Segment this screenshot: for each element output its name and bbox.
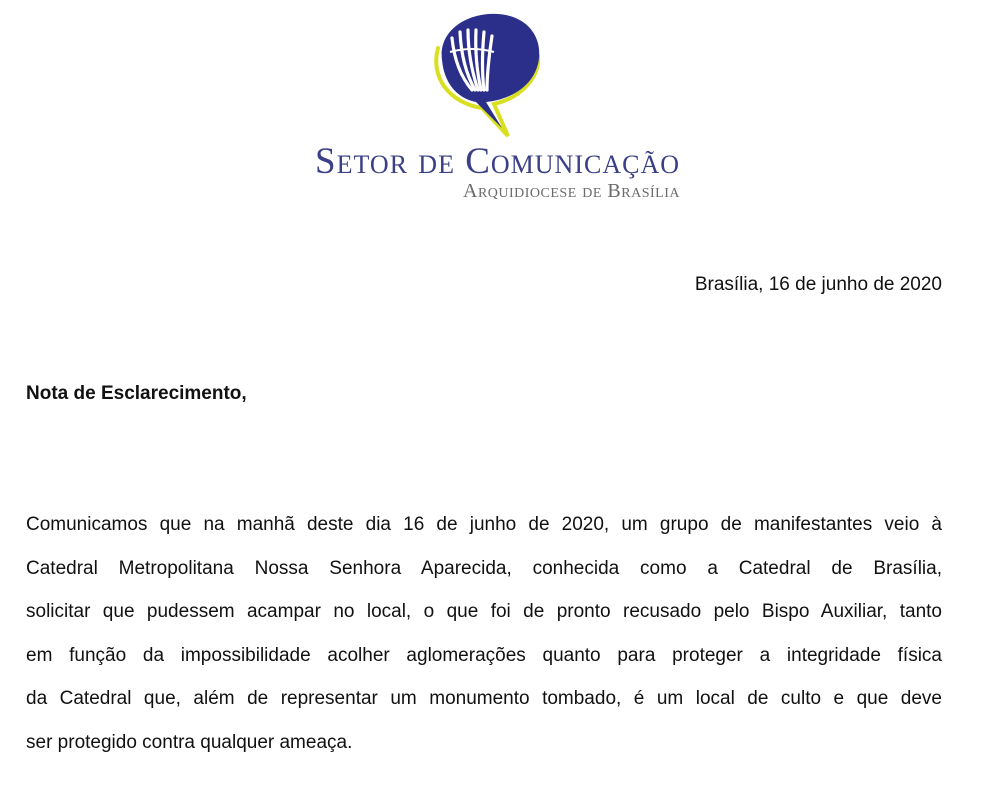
organization-subtitle: Arquidiocese de Brasília [463, 180, 680, 202]
paragraph-line: Comunicamos que na manhã deste dia 16 de junho de 2020, um grupo de manifestantes veio à [26, 514, 942, 535]
paragraph-line: Catedral Metropolitana Nossa Senhora Aparecida, conhecida como a Catedral de Brasília, [26, 557, 942, 579]
document-heading: Nota de Esclarecimento, [26, 383, 247, 404]
cathedral-logo-svg [420, 8, 550, 138]
document-date: Brasília, 16 de junho de 2020 [694, 274, 942, 295]
paragraph-line: ser protegido contra qualquer ameaça. [26, 731, 353, 753]
document-paragraph [26, 503, 942, 764]
paragraph-line: da Catedral que, além de representar um monumento tombado, é um local de culto e que deve [26, 688, 942, 709]
cathedral-logo-icon [420, 8, 550, 138]
paragraph-line: solicitar que pudessem acampar no local, o que foi de pronto recusado pelo Bispo Auxiliar, tanto [26, 601, 942, 622]
organization-name: Setor de Comunicação [315, 141, 680, 182]
paragraph-line: em função da impossibilidade acolher aglomerações quanto para proteger a integridade física [26, 644, 942, 666]
letterhead [0, 0, 984, 215]
